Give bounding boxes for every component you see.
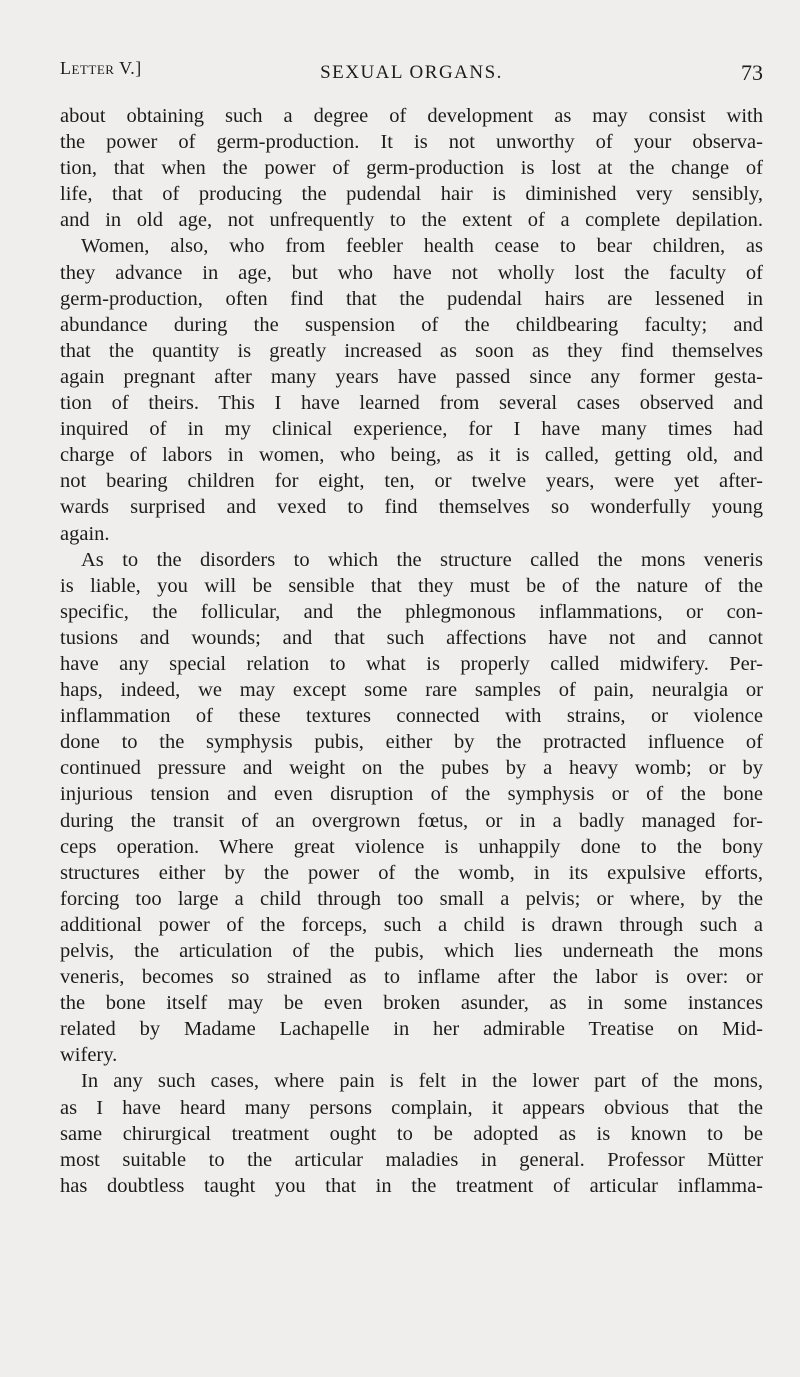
text-line: injurious tension and even disruption of the symphysis or of the bone bbox=[60, 783, 763, 806]
text-line: wards surprised and vexed to find themselves so wonderfully young bbox=[60, 496, 763, 519]
text-line: related by Madame Lachapelle in her admirable Treatise on Mid- bbox=[60, 1018, 763, 1041]
text-line: As to the disorders to which the structure called the mons veneris bbox=[81, 548, 763, 571]
text-line: same chirurgical treatment ought to be adopted as is known to be bbox=[60, 1122, 763, 1145]
text-line: that the quantity is greatly increased as soon as they find themselves bbox=[60, 339, 763, 362]
running-head bbox=[60, 58, 763, 88]
text-line: germ-production, often find that the pudendal hairs are lessened in bbox=[60, 287, 763, 310]
text-line: not bearing children for eight, ten, or twelve years, were yet after- bbox=[60, 470, 763, 493]
text-line: abundance during the suspension of the childbearing faculty; and bbox=[60, 313, 763, 336]
text-line: wifery. bbox=[60, 1044, 118, 1067]
text-line: the bone itself may be even broken asunder, as in some instances bbox=[60, 992, 763, 1015]
text-line: charge of labors in women, who being, as it is called, getting old, and bbox=[60, 444, 763, 467]
text-line: and in old age, not unfrequently to the extent of a complete depilation. bbox=[60, 209, 763, 232]
text-line: done to the symphysis pubis, either by the protracted influence of bbox=[60, 731, 763, 754]
text-line: the power of germ-production. It is not unworthy of your observa- bbox=[60, 131, 763, 154]
text-line: life, that of producing the pudendal hair is diminished very sensibly, bbox=[60, 183, 763, 206]
text-line: most suitable to the articular maladies in general. Professor Mütter bbox=[60, 1148, 763, 1171]
section-title: SEXUAL ORGANS. bbox=[320, 62, 503, 83]
text-line: has doubtless taught you that in the treatment of articular inflamma- bbox=[60, 1174, 763, 1197]
text-line: during the transit of an overgrown fœtus, or in a badly managed for- bbox=[60, 809, 763, 832]
text-line: tion of theirs. This I have learned from several cases observed and bbox=[60, 392, 763, 415]
page-number: 73 bbox=[741, 60, 763, 85]
text-line: ceps operation. Where great violence is unhappily done to the bony bbox=[60, 835, 763, 858]
text-line: In any such cases, where pain is felt in the lower part of the mons, bbox=[81, 1070, 763, 1093]
text-line: tusions and wounds; and that such affections have not and cannot bbox=[60, 626, 763, 649]
text-line: additional power of the forceps, such a child is drawn through such a bbox=[60, 913, 763, 936]
text-line: as I have heard many persons complain, it appears obvious that the bbox=[60, 1096, 763, 1119]
text-line: specific, the follicular, and the phlegmonous inflammations, or con- bbox=[60, 600, 763, 623]
text-line: inquired of in my clinical experience, for I have many times had bbox=[60, 418, 763, 441]
text-line: forcing too large a child through too small a pelvis; or where, by the bbox=[60, 887, 763, 910]
text-line: pelvis, the articulation of the pubis, which lies underneath the mons bbox=[60, 940, 763, 962]
text-line: Women, also, who from feebler health cease to bear children, as bbox=[81, 235, 763, 258]
text-line: continued pressure and weight on the pubes by a heavy womb; or by bbox=[60, 757, 763, 780]
text-line: they advance in age, but who have not wholly lost the faculty of bbox=[60, 261, 763, 284]
chapter-reference: Letter V.] bbox=[60, 58, 142, 78]
body-text bbox=[60, 103, 763, 1199]
text-line: tion, that when the power of germ-production is lost at the change of bbox=[60, 157, 763, 180]
text-line: veneris, becomes so strained as to inflame after the labor is over: or bbox=[60, 966, 763, 989]
text-line: inflammation of these textures connected with strains, or violence bbox=[60, 705, 763, 728]
text-line: again pregnant after many years have passed since any former gesta- bbox=[60, 365, 763, 388]
text-line: again. bbox=[60, 522, 110, 545]
text-line: haps, indeed, we may except some rare samples of pain, neuralgia or bbox=[60, 679, 763, 702]
text-line: about obtaining such a degree of development as may consist with bbox=[60, 105, 763, 127]
text-line: have any special relation to what is properly called midwifery. Per- bbox=[60, 652, 763, 675]
text-line: structures either by the power of the womb, in its expulsive efforts, bbox=[60, 861, 763, 884]
text-line: is liable, you will be sensible that they must be of the nature of the bbox=[60, 574, 763, 597]
